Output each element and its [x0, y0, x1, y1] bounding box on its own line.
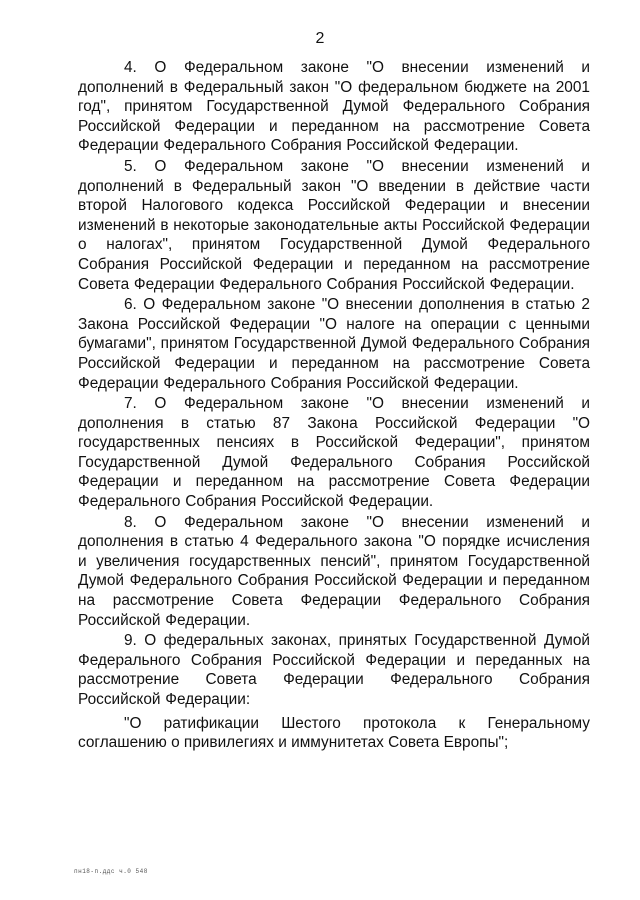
agenda-item-5: 5. О Федеральном законе "О внесении изменений и дополнений в Федеральный закон "О введении в действие части второй Налогового кодекса Российской Федерации и внесении изменений в некоторые законодательные акты Российской Федерации о налогах", принятом Государственной Думой Федерального Собрания Российской Федерации и переданном на рассмотрение Совета Федерации Федерального Собрания Российской Федерации.: [78, 157, 590, 293]
agenda-item-4: 4. О Федеральном законе "О внесении изменений и дополнений в Федеральный закон "О федеральном бюджете на 2001 год", принятом Государственной Думой Федерального Собрания Российской Федерации и переданном на рассмотрение Совета Федерации Федерального Собрания Российской Федерации.: [78, 59, 590, 155]
agenda-item-6: 6. О Федеральном законе "О внесении дополнения в статью 2 Закона Российской Федерации "О налоге на операции с ценными бумагами", принятом Государственной Думой Федерального Собрания Российской Федерации и переданном на рассмотрение Совета Федерации Федерального Собрания Российской Федерации.: [78, 296, 590, 392]
agenda-item-8: 8. О Федеральном законе "О внесении изменений и дополнения в статью 4 Федерального закона "О порядке исчисления и увеличения государственных пенсий", принятом Государственной Думой Федерального Собрания Российской Федерации и переданном на рассмотрение Совета Федерации Федерального Собрания Российской Федерации.: [78, 513, 590, 629]
agenda-item-9: 9. О федеральных законах, принятых Государственной Думой Федерального Собрания Российской Федерации и переданных на рассмотрение Совета Федерации Федерального Собрания Российской Федерации:: [78, 632, 590, 708]
page-number: 2: [315, 30, 325, 47]
agenda-item-7: 7. О Федеральном законе "О внесении изменений и дополнения в статью 87 Закона Российской Федерации "О государственных пенсиях в Российской Федерации", принятом Государственной Думой Федерального Собрания Российской Федерации и переданном на рассмотрение Совета Федерации Федерального Собрания Российской Федерации.: [78, 395, 590, 511]
document-body: [78, 58, 590, 753]
footer-code: пн18-п.ддс ч.0 548: [74, 868, 148, 875]
agenda-sub-item-ratification: "О ратификации Шестого протокола к Генеральному соглашению о привилегиях и иммунитетах Совета Европы";: [78, 714, 590, 752]
